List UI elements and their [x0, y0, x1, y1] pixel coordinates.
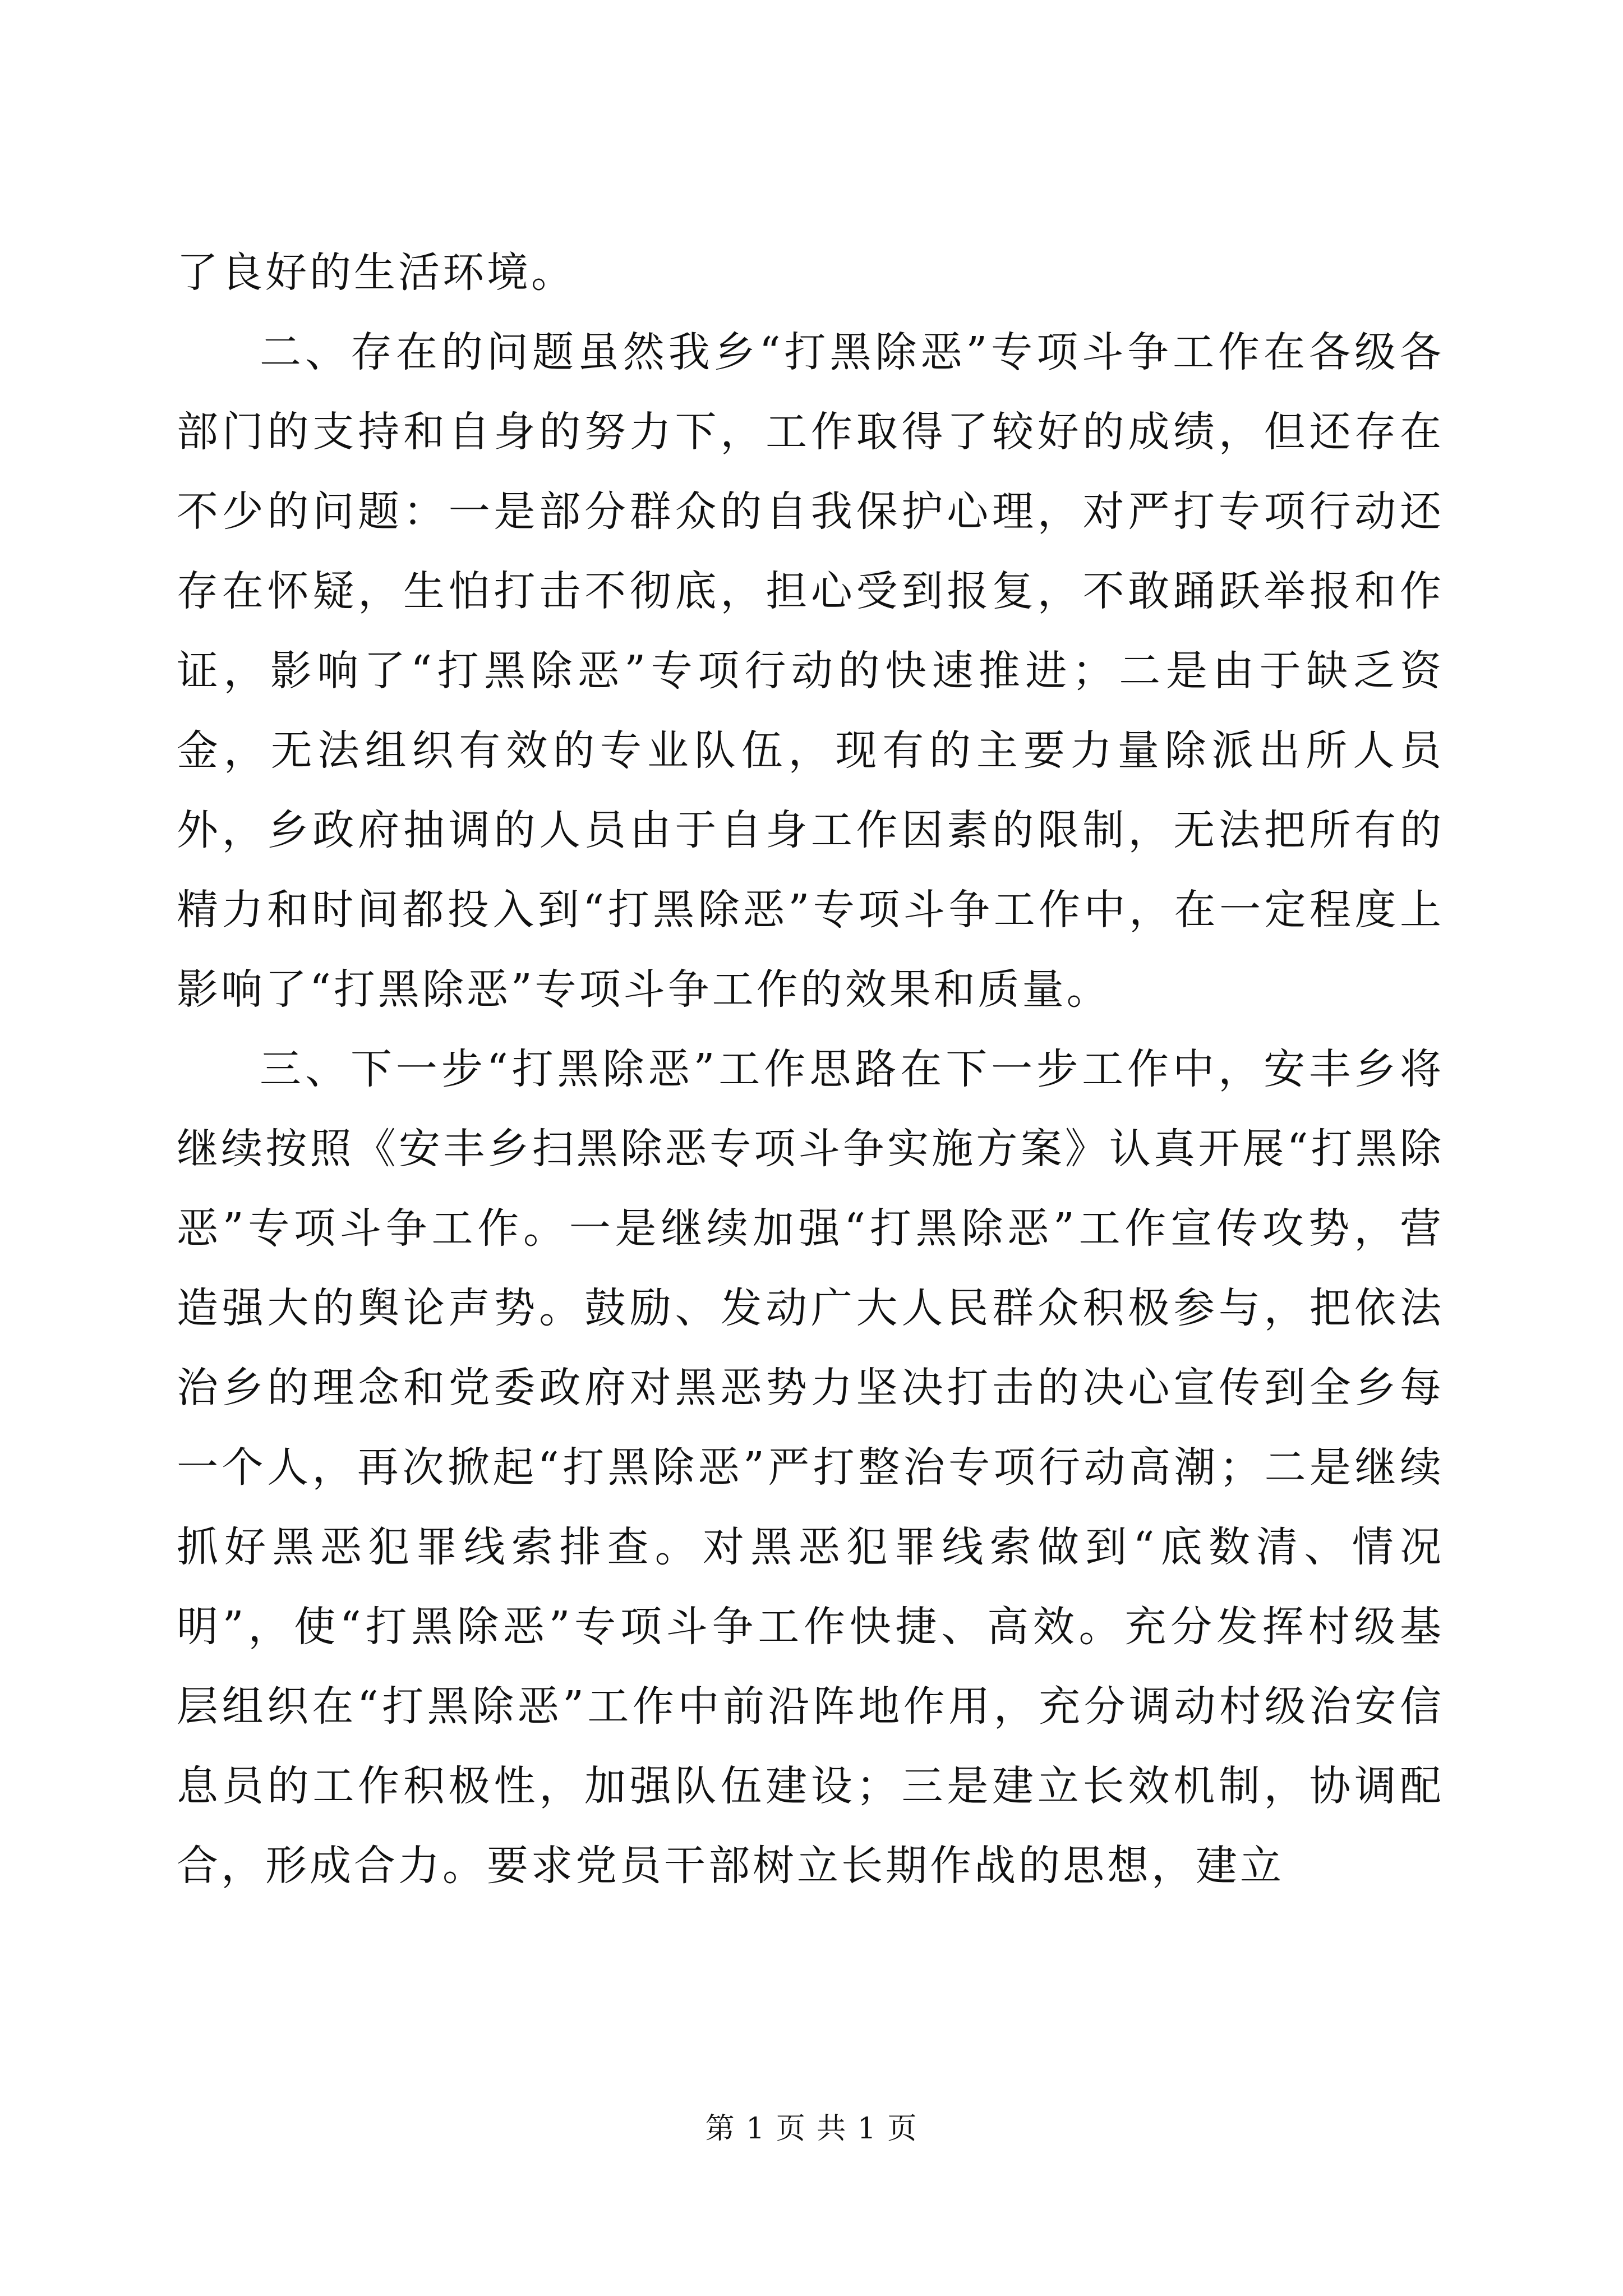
document-body — [177, 233, 1444, 1906]
paragraph-2: 二、存在的问题虽然我乡“打黑除恶”专项斗争工作在各级各部门的支持和自身的努力下，工作取得了较好的成绩，但还存在不少的问题：一是部分群众的自我保护心理，对严打专项行动还存在怀疑，生怕打击不彻底，担心受到报复，不敢踊跃举报和作证，影响了“打黑除恶”专项行动的快速推进；二是由于缺乏资金，无法组织有效的专业队伍，现有的主要力量除派出所人员外，乡政府抽调的人员由于自身工作因素的限制，无法把所有的精力和时间都投入到“打黑除恶”专项斗争工作中，在一定程度上影响了“打黑除恶”专项斗争工作的效果和质量。 — [177, 328, 1444, 1014]
paragraph-3: 三、下一步“打黑除恶”工作思路在下一步工作中，安丰乡将继续按照《安丰乡扫黑除恶专项斗争实施方案》认真开展“打黑除恶”专项斗争工作。一是继续加强“打黑除恶”工作宣传攻势，营造强大的舆论声势。鼓励、发动广大人民群众积极参与，把依法治乡的理念和党委政府对黑恶势力坚决打击的决心宣传到全乡每一个人，再次掀起“打黑除恶”严打整治专项行动高潮；二是继续抓好黑恶犯罪线索排查。对黑恶犯罪线索做到“底数清、情况明”，使“打黑除恶”专项斗争工作快捷、高效。充分发挥村级基层组织在“打黑除恶”工作中前沿阵地作用，充分调动村级治安信息员的工作积极性，加强队伍建设；三是建立长效机制，协调配合，形成合力。要求党员干部树立长期作战的思想，建立 — [177, 1045, 1444, 1890]
page-footer: 第 1 页 共 1 页 — [705, 2112, 918, 2146]
paragraph-1: 了良好的生活环境。 — [177, 249, 575, 297]
